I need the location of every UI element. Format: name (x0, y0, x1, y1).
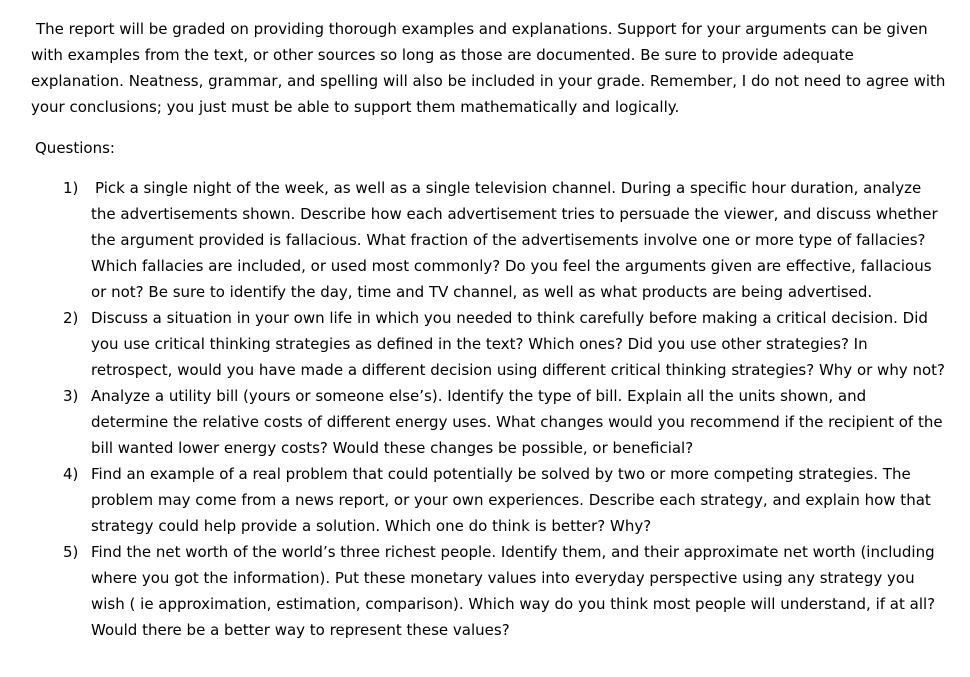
questions-list (31, 175, 948, 643)
question-text: Pick a single night of the week, as well as a single television channel. During a specific hour duration, analyze the advertisements shown. Describe how each advertisement tries to persuade the viewer, and discuss whether the argument provided is fallacious. What fraction of the advertisements involve one or more type of fallacies? Which fallacies are included, or used most commonly? Do you feel the arguments given are effective, fallacious or not? Be sure to identify the day, time and TV channel, as well as what products are being advertised. (91, 179, 938, 301)
question-item-1 (31, 175, 948, 305)
question-item-2 (31, 305, 948, 383)
question-text: Discuss a situation in your own life in which you needed to think carefully before making a critical decision. Did you use critical thinking strategies as defined in the text? Which ones? Did you use other strategies? In retrospect, would you have made a different decision using different critical thinking strategies? Why or why not? (91, 309, 946, 379)
questions-heading: Questions: (35, 139, 115, 157)
question-item-4 (31, 461, 948, 539)
question-number: 1) (63, 179, 79, 197)
question-text: Analyze a utility bill (yours or someone else’s). Identify the type of bill. Explain all the units shown, and determine the relative costs of different energy uses. What changes would you recommend if the recipient of the bill wanted lower energy costs? Would these changes be possible, or beneficial? (91, 387, 943, 457)
question-number: 5) (63, 543, 79, 561)
question-item-3 (31, 383, 948, 461)
question-item-5 (31, 539, 948, 643)
question-number: 4) (63, 465, 79, 483)
question-text: Find the net worth of the world’s three richest people. Identify them, and their approximate net worth (including where you got the information). Put these monetary values into everyday perspective using any strategy you wish ( ie approximation, estimation, comparison). Which way do you think most people will understand, if at all? Would there be a better way to represent these values? (91, 543, 936, 639)
question-text: Find an example of a real problem that could potentially be solved by two or more competing strategies. The problem may come from a news report, or your own experiences. Describe each strategy, and explain how that strategy could help provide a solution. Which one do think is better? Why? (91, 465, 931, 535)
intro-paragraph: The report will be graded on providing thorough examples and explanations. Support for your arguments can be given with examples from the text, or other sources so long as those are documented. Be sure to provide adequate explanation. Neatness, grammar, and spelling will also be included in your grade. Remember, I do not need to agree with your conclusions; you just must be able to support them mathematically and logically. (31, 20, 946, 116)
question-number: 2) (63, 309, 79, 327)
question-number: 3) (63, 387, 79, 405)
